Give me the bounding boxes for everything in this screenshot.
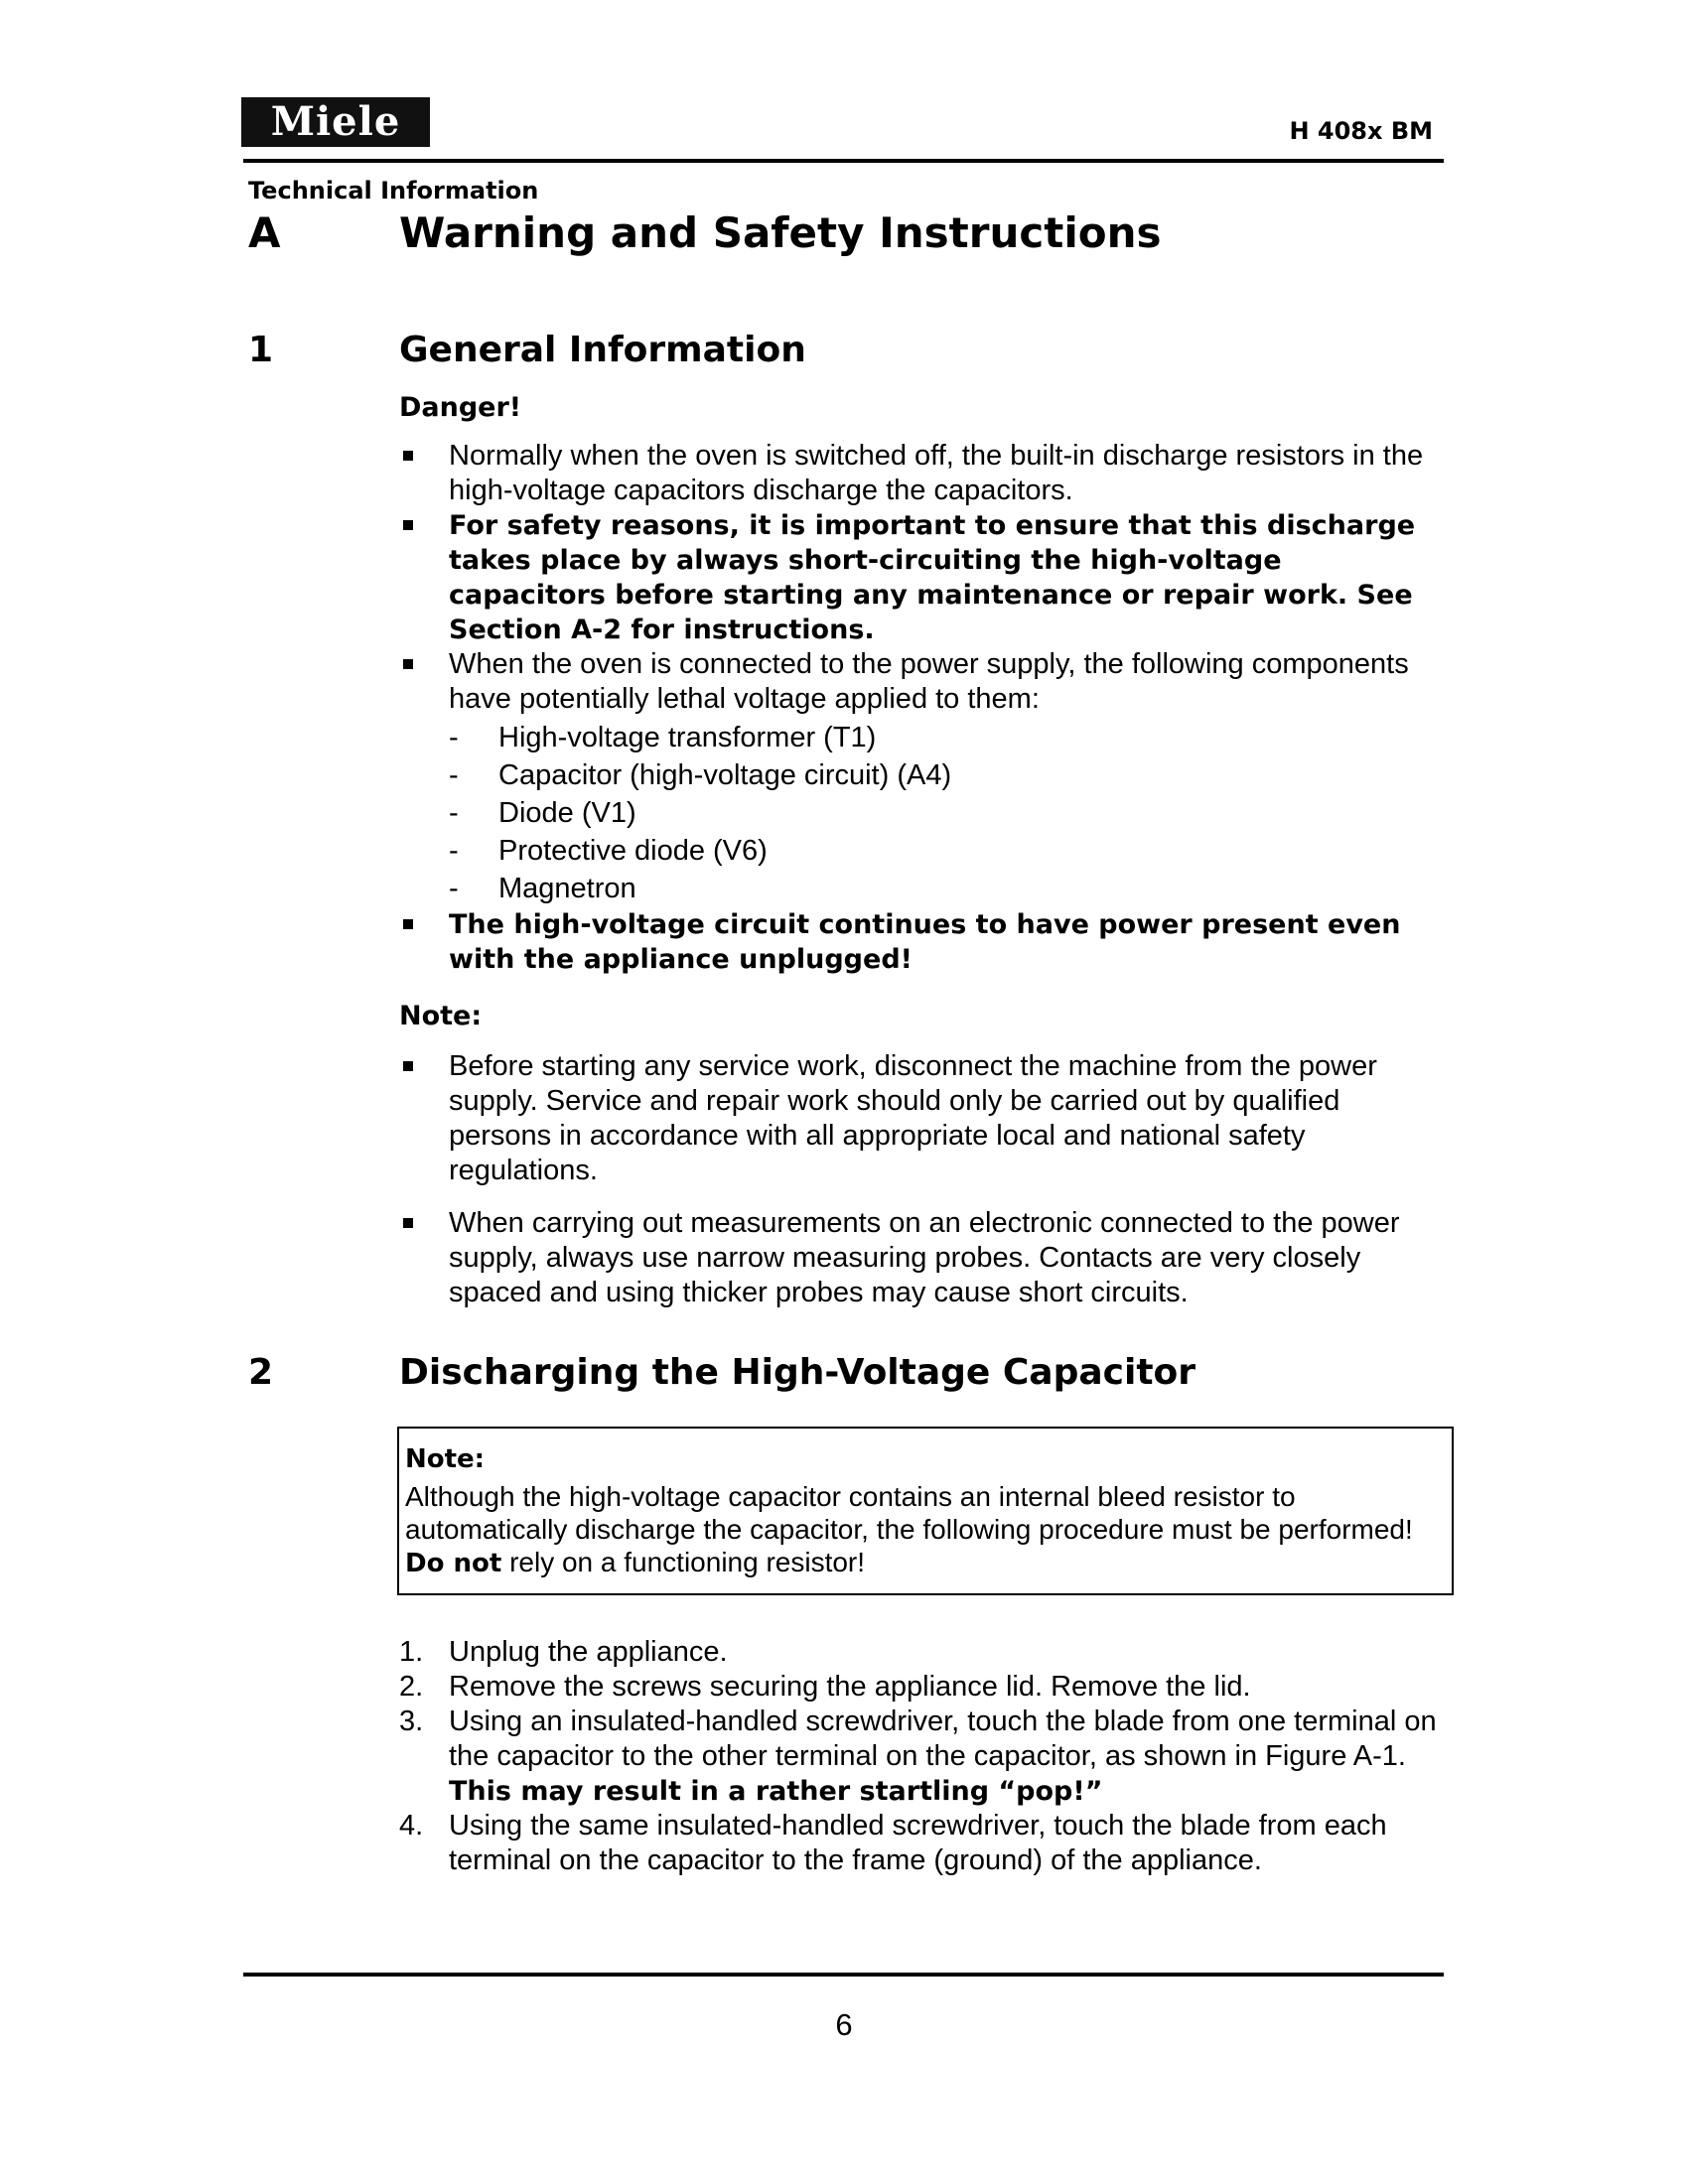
note-box-text-after: rely on a functioning resistor! bbox=[501, 1547, 866, 1577]
list-item bbox=[399, 647, 1444, 907]
component-text: Magnetron bbox=[498, 873, 636, 904]
section-2-number: 2 bbox=[248, 1352, 274, 1393]
list-item bbox=[449, 719, 1444, 756]
step-number: 1. bbox=[399, 1636, 424, 1668]
danger-item-text: When the oven is connected to the power supply, the following components have potentially lethal voltage applied to them: bbox=[449, 648, 1409, 715]
step-number: 4. bbox=[399, 1810, 424, 1842]
note-box-text bbox=[405, 1480, 1446, 1580]
step-bold-text: This may result in a rather startling “pop!” bbox=[449, 1776, 1103, 1807]
list-item bbox=[449, 870, 1444, 907]
danger-item-text: Normally when the oven is switched off, the built-in discharge resistors in the high-voltage capacitors discharge the capacitors. bbox=[449, 440, 1424, 506]
list-item bbox=[399, 1206, 1444, 1310]
bullet-icon bbox=[403, 451, 413, 461]
component-text: Diode (V1) bbox=[498, 797, 636, 829]
step-number: 3. bbox=[399, 1706, 424, 1737]
component-text: High-voltage transformer (T1) bbox=[498, 722, 877, 753]
dash-icon: - bbox=[449, 722, 459, 753]
miele-logo bbox=[241, 97, 430, 147]
danger-item-text: For safety reasons, it is important to ensure that this discharge takes place by always short-circuiting the high-voltage capacitors before starting any maintenance or repair work. See Section A-2 for instructions. bbox=[449, 510, 1416, 645]
dash-icon: - bbox=[449, 797, 459, 829]
procedure-steps bbox=[399, 1635, 1444, 1878]
list-item bbox=[399, 439, 1444, 508]
bullet-icon bbox=[403, 520, 413, 530]
step-item bbox=[399, 1635, 1444, 1670]
danger-item-text: The high-voltage circuit continues to have power present even with the appliance unplugged! bbox=[449, 909, 1401, 975]
note-box bbox=[397, 1427, 1454, 1595]
section-1-number: 1 bbox=[248, 330, 274, 370]
section-2-title: Discharging the High-Voltage Capacitor bbox=[399, 1352, 1196, 1393]
section-1-title: General Information bbox=[399, 330, 806, 370]
step-text: Unplug the appliance. bbox=[449, 1636, 728, 1668]
list-item bbox=[449, 832, 1444, 870]
document-type: Technical Information bbox=[248, 177, 539, 205]
note-item-text: Before starting any service work, disconnect the machine from the power supply. Service and repair work should only be carried out by qualified persons in accordance with all appropriate local and national safety regulations. bbox=[449, 1050, 1377, 1186]
header-rule bbox=[243, 159, 1444, 163]
note-box-label: Note: bbox=[405, 1444, 486, 1474]
bullet-icon bbox=[403, 659, 413, 669]
component-list bbox=[449, 719, 1444, 907]
dash-icon: - bbox=[449, 873, 459, 904]
bullet-icon bbox=[403, 919, 413, 929]
dash-icon: - bbox=[449, 835, 459, 867]
step-item bbox=[399, 1670, 1444, 1705]
bullet-icon bbox=[403, 1218, 413, 1228]
list-item bbox=[399, 508, 1444, 647]
danger-label: Danger! bbox=[399, 392, 522, 423]
step-text: Using the same insulated-handled screwdriver, touch the blade from each terminal on the capacitor to the frame (ground) of the appliance. bbox=[449, 1810, 1387, 1876]
model-number: H 408x BM bbox=[1289, 117, 1433, 145]
footer-rule bbox=[243, 1973, 1444, 1977]
note-box-bold: Do not bbox=[405, 1549, 502, 1578]
step-item bbox=[399, 1809, 1444, 1878]
list-item bbox=[399, 1049, 1444, 1188]
step-text: Using an insulated-handled screwdriver, touch the blade from one terminal on the capacitor to the other terminal on the capacitor, as shown in Figure A-1. bbox=[449, 1706, 1437, 1772]
step-item bbox=[399, 1705, 1444, 1809]
section-a-number: A bbox=[248, 208, 281, 257]
list-item bbox=[399, 907, 1444, 977]
component-text: Capacitor (high-voltage circuit) (A4) bbox=[498, 759, 952, 791]
note-list bbox=[399, 1049, 1444, 1310]
bullet-icon bbox=[403, 1061, 413, 1071]
list-item bbox=[449, 756, 1444, 794]
note-box-text-before: Although the high-voltage capacitor contains an internal bleed resistor to automatically discharge the capacitor, the following procedure must be performed! bbox=[405, 1481, 1413, 1545]
logo-text: Miele bbox=[270, 98, 401, 145]
list-item bbox=[449, 794, 1444, 832]
page-number: 6 bbox=[835, 2007, 853, 2042]
note-label: Note: bbox=[399, 1001, 483, 1031]
danger-list bbox=[399, 439, 1444, 977]
dash-icon: - bbox=[449, 759, 459, 791]
component-text: Protective diode (V6) bbox=[498, 835, 768, 867]
step-text: Remove the screws securing the appliance lid. Remove the lid. bbox=[449, 1671, 1251, 1703]
section-a-title: Warning and Safety Instructions bbox=[399, 208, 1162, 257]
note-item-text: When carrying out measurements on an electronic connected to the power supply, always use narrow measuring probes. Contacts are very closely spaced and using thicker probes may cause short circuits. bbox=[449, 1207, 1400, 1308]
step-number: 2. bbox=[399, 1671, 424, 1703]
